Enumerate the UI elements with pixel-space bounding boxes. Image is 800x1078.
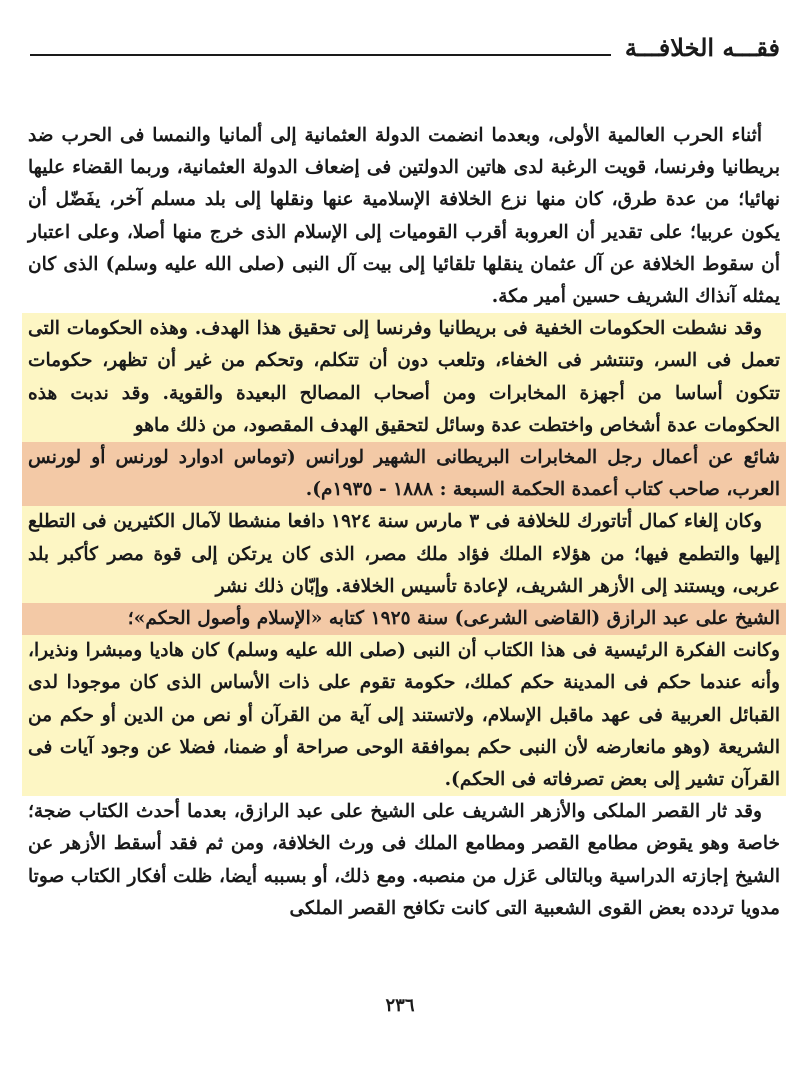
running-header <box>30 24 780 60</box>
highlight-yellow-block-2 <box>22 506 786 603</box>
highlight-orange-block-1 <box>22 442 786 506</box>
highlight-yellow-block-1 <box>22 313 786 442</box>
paragraph-4: وقد ثار القصر الملكى والأزهر الشريف على الشيخ على عبد الرازق، بعدما أحدث الكتاب ضجة؛ خاصة وهو يقوض مطامع القصر ومطامع الملك فى ورث الخلافة، ومن ثم فقد أسقط الأزهر عن الشيخ إجازته الدراسية وبالتالى عَزل من منصبه. ومع ذلك، أو بسببه أيضا، ظلت أفكار الكتاب صوتا مدويا تردده بعض القوى الشعبية التى كانت تكافح القصر الملكى <box>28 801 780 919</box>
paragraph-2-part-a: وقد نشطت الحكومات الخفية فى بريطانيا وفرنسا إلى تحقيق هذا الهدف. وهذه الحكومات التى تعمل فى السر، وتنتشر فى الخفاء، وتلعب دون أن تتكلم، وتحكم من غير أن تظهر، حكومات تتكون أساسا من أجهزة المخابرات ومن أصحاب المصالح البعيدة والقوية. وقد ندبت هذه الحكومات عدة أشخاص واختطت عدة وسائل لتحقيق الهدف المقصود، من ذلك ماهو <box>28 318 780 436</box>
paragraph-3-part-a: وكان إلغاء كمال أتاتورك للخلافة فى ٣ مارس سنة ١٩٢٤ دافعا منشطا لآمال الكثيرين فى التطلع إليها والتطمع فيها؛ من هؤلاء الملك فؤاد ملك مصر، الذى كان يرتكن إلى قوة مصر كأكبر بلد عربى، ويستند إلى الأزهر الشريف، لإعادة تأسيس الخلافة. وإبّان ذلك نشر <box>28 511 780 597</box>
body-text <box>28 120 780 925</box>
paragraph-1: أثناء الحرب العالمية الأولى، وبعدما انضمت الدولة العثمانية إلى ألمانيا والنمسا فى الحرب ضد بريطانيا وفرنسا، قويت الرغبة لدى هاتين الدولتين فى إضعاف الدولة العثمانية، وربما القضاء عليها نهائيا؛ من عدة طرق، كان منها نزع الخلافة الإسلامية عنها ونقلها إلى بلد مسلم آخر، يفَضّل أن يكون عربيا؛ على تقدير أن العروبة أقرب القوميات إلى الإسلام الذى خرج منها أصلا، وعلى اعتبار أن سقوط الخلافة عن آل عثمان ينقلها تلقائيا إلى بيت آل النبى (صلى الله عليه وسلم) الذى كان يمثله آنذاك الشريف حسين أمير مكة. <box>28 125 780 308</box>
highlight-yellow-block-3 <box>22 635 786 796</box>
paragraph-3-part-c: وكانت الفكرة الرئيسية فى هذا الكتاب أن النبى (صلى الله عليه وسلم) كان هاديا ومبشرا ونذيرا، وأنه عندما حكم فى المدينة حكم كملك، حكومة تقوم على ذات الأساس الذى كان موجودا لدى القبائل العربية فى عهد ماقبل الإسلام، ولاتستند إلى آية من القرآن أو نص من الدين أو حكم من الشريعة (وهو مانعارضه لأن النبى حكم بموافقة الوحى صراحة أو ضمنا، فضلا عن وجود آيات فى القرآن تشير إلى بعض تصرفاته فى الحكم). <box>28 640 780 791</box>
header-rule <box>30 54 611 56</box>
header-title: فقـــه الخلافـــة <box>624 33 780 62</box>
paragraph-3-part-b: الشيخ على عبد الرازق (القاضى الشرعى) سنة ١٩٢٥ كتابه «الإسلام وأصول الحكم»؛ <box>127 608 780 630</box>
paragraph-2-part-b: شائع عن أعمال رجل المخابرات البريطانى الشهير لورانس (توماس ادوارد لورنس أو لورنس العرب، صاحب كتاب أعمدة الحكمة السبعة : ١٨٨٨ - ١٩٣٥م). <box>28 447 780 501</box>
page-number: ٢٣٦ <box>385 995 415 1016</box>
highlight-orange-block-2 <box>22 603 786 635</box>
